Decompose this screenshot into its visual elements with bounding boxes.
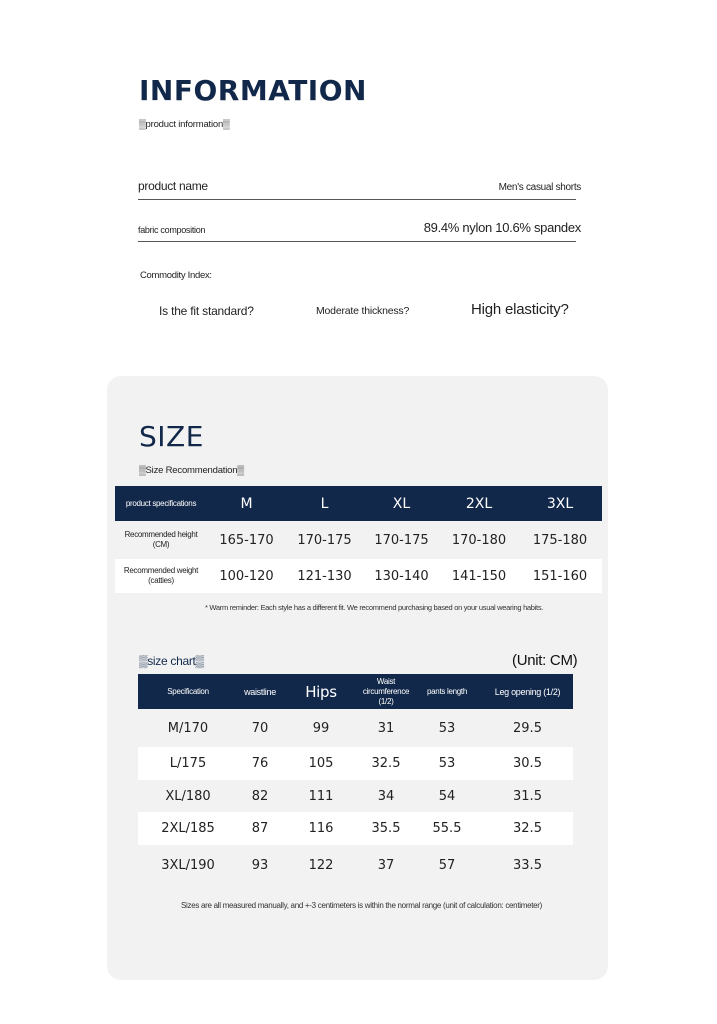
header-cell: product specifications: [115, 486, 207, 521]
size-title: SIZE: [139, 420, 204, 453]
size-subtitle: ▒Size Recommendation▒: [139, 465, 244, 476]
header-cell: M: [207, 486, 286, 521]
measurement-note: Sizes are all measured manually, and +-3 centimeters is within the normal range (unit of calculation: centimeter): [181, 901, 543, 910]
cell: XL/180: [138, 780, 238, 812]
cell: 53: [412, 747, 482, 780]
information-subtitle: ▒product information▒: [139, 119, 230, 130]
cell: 2XL/185: [138, 812, 238, 845]
table-row: [138, 709, 573, 747]
cell: 70: [238, 709, 282, 747]
header-cell: Waist circumference (1/2): [360, 674, 412, 709]
cell: 35.5: [360, 812, 412, 845]
size-chart-title: ▒size chart▒: [139, 654, 204, 668]
cell: 165-170: [207, 521, 286, 559]
cell: 100-120: [207, 559, 286, 593]
cell: 121-130: [286, 559, 363, 593]
table-row: [138, 812, 573, 845]
table-row: [138, 845, 573, 885]
header-cell: 3XL: [518, 486, 602, 521]
table-row: [115, 559, 602, 593]
cell: 141-150: [440, 559, 518, 593]
commodity-index-label: Commodity Index:: [140, 270, 212, 281]
header-cell: Hips: [282, 674, 360, 709]
row-label: Recommended weight (catties): [115, 559, 207, 593]
cell: 31: [360, 709, 412, 747]
size-chart-table: [138, 674, 573, 885]
info-row-fabric: [138, 212, 581, 242]
cell: 170-175: [286, 521, 363, 559]
cell: 54: [412, 780, 482, 812]
cell: 122: [282, 845, 360, 885]
cell: 99: [282, 709, 360, 747]
cell: 29.5: [482, 709, 573, 747]
size-recommendation-table: [115, 486, 602, 593]
cell: 111: [282, 780, 360, 812]
info-value: 89.4% nylon 10.6% spandex: [423, 220, 581, 235]
cell: 3XL/190: [138, 845, 238, 885]
cell: 33.5: [482, 845, 573, 885]
cell: 175-180: [518, 521, 602, 559]
header-cell: pants length: [412, 674, 482, 709]
cell: 130-140: [363, 559, 440, 593]
cell: 93: [238, 845, 282, 885]
info-label: product name: [138, 179, 208, 193]
table-header-row: [138, 674, 573, 709]
cell: 31.5: [482, 780, 573, 812]
index-elasticity: High elasticity?: [471, 301, 569, 318]
header-cell: Specification: [138, 674, 238, 709]
row-label: Recommended height (CM): [115, 521, 207, 559]
info-row-product-name: [138, 170, 581, 200]
cell: 170-175: [363, 521, 440, 559]
cell: 105: [282, 747, 360, 780]
index-thickness: Moderate thickness?: [316, 305, 410, 317]
cell: 87: [238, 812, 282, 845]
table-row: [138, 747, 573, 780]
cell: 34: [360, 780, 412, 812]
table-row: [115, 521, 602, 559]
cell: 76: [238, 747, 282, 780]
header-cell: XL: [363, 486, 440, 521]
cell: 37: [360, 845, 412, 885]
table-header-row: [115, 486, 602, 521]
header-cell: 2XL: [440, 486, 518, 521]
warm-reminder: * Warm reminder: Each style has a different fit. We recommend purchasing based on your usual wearing habits.: [205, 603, 544, 612]
cell: 32.5: [482, 812, 573, 845]
info-label: fabric composition: [138, 225, 206, 235]
header-cell: L: [286, 486, 363, 521]
cell: 57: [412, 845, 482, 885]
table-row: [138, 780, 573, 812]
header-cell: waistline: [238, 674, 282, 709]
cell: 55.5: [412, 812, 482, 845]
cell: 170-180: [440, 521, 518, 559]
cell: 151-160: [518, 559, 602, 593]
cell: 82: [238, 780, 282, 812]
info-value: Men's casual shorts: [498, 182, 581, 193]
cell: 53: [412, 709, 482, 747]
index-fit: Is the fit standard?: [159, 304, 254, 318]
header-cell: Leg opening (1/2): [482, 674, 573, 709]
cell: L/175: [138, 747, 238, 780]
cell: 32.5: [360, 747, 412, 780]
cell: M/170: [138, 709, 238, 747]
information-title: INFORMATION: [139, 74, 367, 107]
cell: 30.5: [482, 747, 573, 780]
unit-label: (Unit: CM): [512, 652, 578, 669]
cell: 116: [282, 812, 360, 845]
